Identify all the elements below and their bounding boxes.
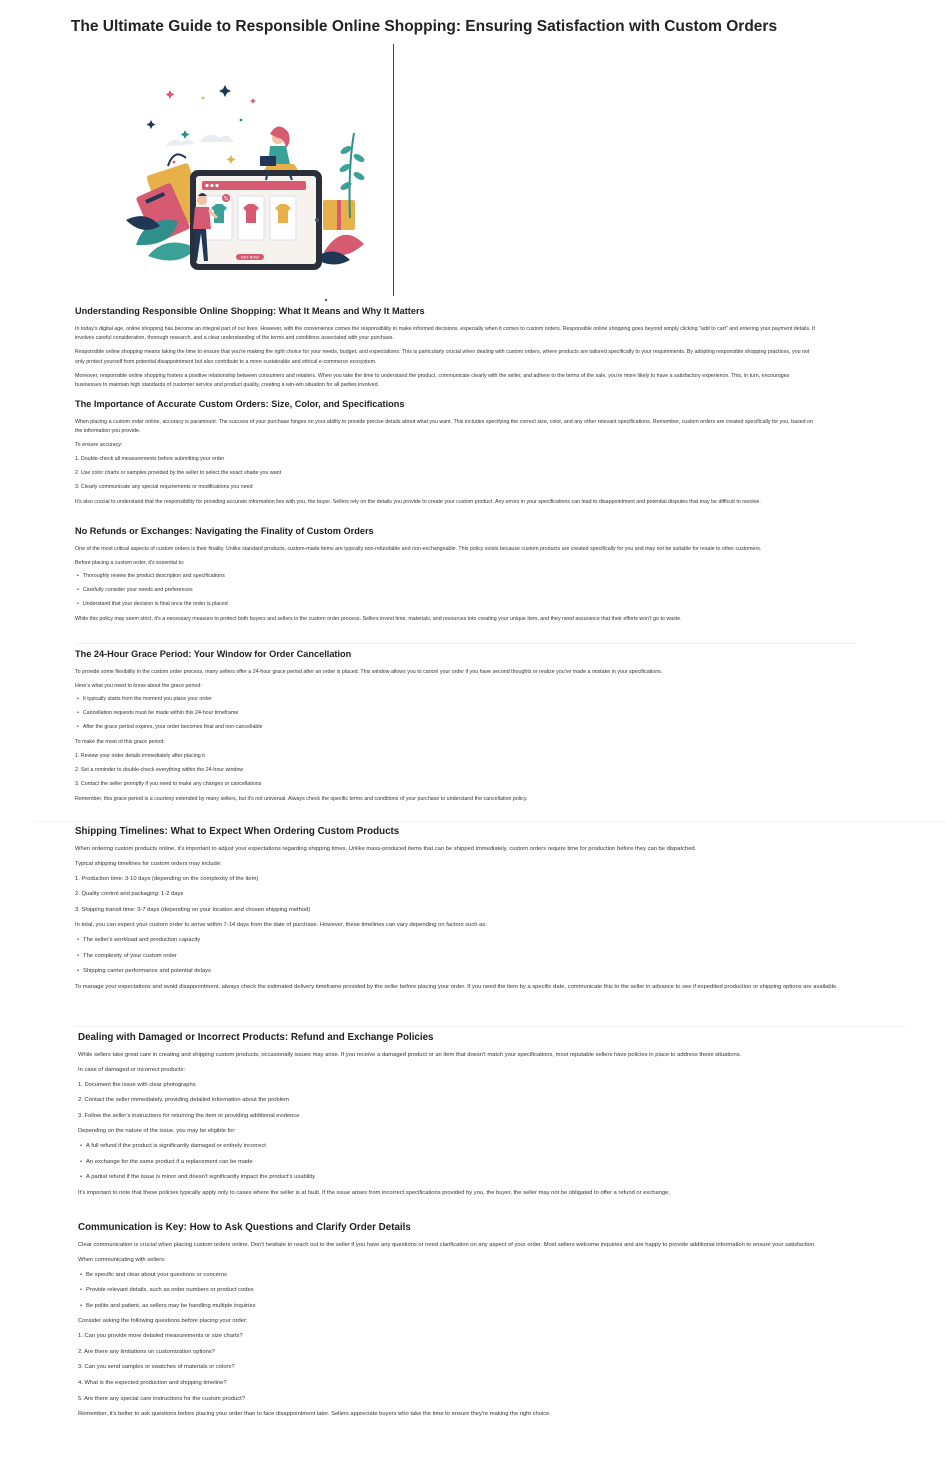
section-heading: The Importance of Accurate Custom Orders: Size, Color, and Specifications <box>75 399 405 409</box>
list-item: 3. Clearly communicate any special requirements or modifications you need <box>75 483 253 490</box>
list-item: 2. Quality control and packaging: 1-2 days <box>75 891 184 898</box>
paragraph: Remember, this grace period is a courtesy extended by many sellers, but it's not universal. Always check the specific terms and conditions of your purchase to understand the cancellation policy. <box>75 795 528 802</box>
list-item: 1. Document the issue with clear photographs <box>78 1081 196 1088</box>
paragraph: In today's digital age, online shopping has become an integral part of our lives. However, with the convenience comes the responsibility to make informed decisions, especially when it comes to custom orders. Responsible online shopping goes beyond simply clicking "add to cart" and entering your payment details. It involves careful consideration, thorough research, and a clear understanding of the terms and conditions associated with your purchase. <box>75 326 815 342</box>
section-heading: Understanding Responsible Online Shopping: What It Means and Why It Matters <box>75 306 425 316</box>
paragraph: Moreover, responsible online shopping fosters a positive relationship between consumers and retailers. When you take the time to understand the product, communicate clearly with the seller, and adhere to the terms of the sale, you're more likely to have a satisfactory experience. This, in turn, encourages businesses to maintain high standards of customer service and product quality, creating a win-win situation for all parties involved. <box>75 372 790 389</box>
list-item: • Carefully consider your needs and preferences <box>75 587 815 595</box>
list-item: • Be specific and clear about your questions or concerns <box>78 1271 908 1279</box>
section <box>75 306 815 395</box>
paragraph: To manage your expectations and avoid disappointment, always check the estimated delivery timeframe provided by the seller before placing your order. If you need the item by a specific date, communicate this to the seller in advance to see if expedited production or shipping options are available. <box>75 983 838 990</box>
list-item: • The seller's workload and production capacity <box>75 936 910 944</box>
list-item: • It typically starts from the moment you place your order <box>75 696 865 704</box>
bullet-list <box>75 936 910 975</box>
list-item: 1. Double-check all measurements before submitting your order <box>75 455 225 462</box>
list-item: 3. Contact the seller promptly if you need to make any changes or cancellations <box>75 780 262 787</box>
paragraph: It's important to note that these policies typically apply only to cases where the seller is at fault. If the issue arises from incorrect specifications provided by you, the buyer, the seller may not be obligated to offer a refund or exchange. <box>78 1189 670 1196</box>
list-item: • A partial refund if the issue is minor and doesn't significantly impact the product's usability <box>78 1173 908 1181</box>
numbered-list <box>78 1332 908 1402</box>
list-item: • An exchange for the same product if a replacement can be made <box>78 1158 908 1166</box>
page-title: The Ultimate Guide to Responsible Online Shopping: Ensuring Satisfaction with Custom Orders <box>70 18 778 35</box>
bullet-list <box>78 1142 908 1181</box>
list-item: 2. Set a reminder to double-check everything within the 24-hour window <box>75 766 244 773</box>
divider <box>393 44 394 296</box>
paragraph: It's also crucial to understand that the responsibility for providing accurate information lies with you, the buyer. Sellers rely on the details you provide to create your custom product. Any errors in your specifications can lead to disappointment and potential disputes that may be difficult to resolve. <box>75 498 761 505</box>
paragraph: In case of damaged or incorrect products: <box>78 1066 185 1073</box>
list-item: 1. Can you provide more detailed measurements or size charts? <box>78 1333 243 1340</box>
paragraph: To make the most of this grace period: <box>75 739 165 746</box>
paragraph: Consider asking the following questions before placing your order: <box>78 1318 248 1325</box>
paragraph: To ensure accuracy: <box>75 442 123 449</box>
paragraph: While this policy may seem strict, it's a necessary measure to protect both buyers and sellers in the custom order process. Sellers invest time, materials, and resources into creating your unique item, and they need assurance that their efforts won't go to waste. <box>75 616 682 623</box>
paragraph: Responsible online shopping means taking the time to ensure that you're making the right choice for your needs, budget, and expectations. This is particularly crucial when dealing with custom orders, where products are tailored specifically to your requirements. By adopting responsible shopping practices, you not only protect yourself from potential disappointment but also contribute to a more sustainable and ethical e-commerce ecosystem. <box>75 349 810 365</box>
section <box>75 399 815 512</box>
list-item: • Provide relevant details, such as order numbers or product codes <box>78 1286 908 1294</box>
paragraph: Remember, it's better to ask questions before placing your order than to face disappointment later. Sellers appreciate buyers who take the time to ensure they're making the right choice. <box>78 1411 551 1418</box>
list-item: • Shipping carrier performance and potential delays <box>75 967 910 975</box>
section <box>78 1032 908 1204</box>
list-item: • After the grace period expires, your order becomes final and non-cancellable <box>75 724 865 732</box>
buy-now-button: BUY NOW <box>241 255 259 260</box>
list-item: 2. Are there any limitations on customization options? <box>78 1348 215 1355</box>
paragraph: Typical shipping timelines for custom orders may include: <box>75 860 222 867</box>
list-item: 1. Production time: 3-10 days (depending on the complexity of the item) <box>75 875 259 882</box>
paragraph: When ordering custom products online, it's important to adjust your expectations regarding shipping times. Unlike mass-produced items that can be shipped immediately, custom orders require time for production before they can be dispatched. <box>75 846 697 852</box>
paragraph: When communicating with sellers: <box>78 1256 166 1263</box>
paragraph: When placing a custom order online, accuracy is paramount. The success of your purchase hinges on your ability to provide precise details about what you want. This includes specifying the correct size, color, and any other relevant specifications. Remember, custom orders are created specifically for you, based on the information you provide. <box>75 419 813 435</box>
paragraph: While sellers take great care in creating and shipping custom products, occasionally issues may arise. If you receive a damaged product or an item that doesn't match your specifications, most reputable sellers have policies in place to address these situations. <box>78 1052 742 1058</box>
hero-illustration <box>118 70 368 280</box>
paragraph: In total, you can expect your custom order to arrive within 7-14 days from the date of purchase. However, these timelines can vary depending on factors such as: <box>75 922 487 929</box>
paragraph: To provide some flexibility in the custom order process, many sellers offer a 24-hour grace period after an order is placed. This window allows you to cancel your order if you have second thoughts or realize you've made a mistake in your specifications. <box>75 669 663 675</box>
list-item: 2. Use color charts or samples provided by the seller to select the exact shade you want <box>75 469 282 476</box>
section-heading: The 24-Hour Grace Period: Your Window for Order Cancellation <box>75 649 352 659</box>
section <box>75 826 910 998</box>
bullet-list <box>75 573 815 609</box>
paragraph: One of the most critical aspects of custom orders is their finality. Unlike standard products, custom-made items are typically non-refundable and non-exchangeable. This policy exists because custom products are created specifically for you and may not be suitable for resale to other customers. <box>75 546 762 552</box>
numbered-list <box>75 875 910 914</box>
numbered-list <box>78 1081 908 1120</box>
list-item: 2. Contact the seller immediately, providing detailed information about the problem <box>78 1097 289 1104</box>
list-item: • Be polite and patient, as sellers may be handling multiple inquiries <box>78 1302 908 1310</box>
bullet-list <box>75 696 865 732</box>
list-item: 1. Review your order details immediately after placing it <box>75 752 205 759</box>
svg-text:%: % <box>223 196 229 202</box>
section <box>75 526 815 630</box>
section <box>78 1222 908 1425</box>
sparkle-icon <box>147 85 257 164</box>
list-item: 3. Follow the seller's instructions for returning the item or providing additional evidence <box>78 1112 300 1119</box>
list-item: 3. Can you send samples or swatches of materials or colors? <box>78 1364 235 1371</box>
numbered-list <box>75 456 815 492</box>
list-item: 4. What is the expected production and shipping timeline? <box>78 1379 227 1386</box>
paragraph: Clear communication is crucial when placing custom orders online. Don't hesitate to reach out to the seller if you have any questions or need clarification on any aspect of your order. Most sellers welcome inquiries and are happy to provide additional information to ensure your satisfaction. <box>78 1242 816 1248</box>
section-heading: No Refunds or Exchanges: Navigating the Finality of Custom Orders <box>75 526 374 536</box>
list-item: 3. Shipping transit time: 3-7 days (depending on your location and chosen shipping method) <box>75 906 311 913</box>
section <box>75 649 865 809</box>
section-heading: Shipping Timelines: What to Expect When Ordering Custom Products <box>75 826 400 837</box>
paragraph: Here's what you need to know about the grace period: <box>75 683 202 690</box>
list-item: 5. Are there any special care instructions for the custom product? <box>78 1395 245 1402</box>
list-item: • Thoroughly review the product description and specifications <box>75 573 815 581</box>
list-item: • The complexity of your custom order <box>75 952 910 960</box>
section-heading: Dealing with Damaged or Incorrect Products: Refund and Exchange Policies <box>78 1032 434 1043</box>
list-item: • A full refund if the product is significantly damaged or entirely incorrect <box>78 1142 908 1150</box>
bullet-list <box>78 1271 908 1310</box>
list-item: • Cancellation requests must be made within this 24-hour timeframe <box>75 710 865 718</box>
paragraph: Before placing a custom order, it's essential to: <box>75 560 185 567</box>
numbered-list <box>75 753 865 789</box>
list-item: • Understand that your decision is final once the order is placed <box>75 601 815 609</box>
section-heading: Communication is Key: How to Ask Questions and Clarify Order Details <box>78 1222 411 1233</box>
paragraph: Depending on the nature of the issue, you may be eligible for: <box>78 1128 236 1135</box>
